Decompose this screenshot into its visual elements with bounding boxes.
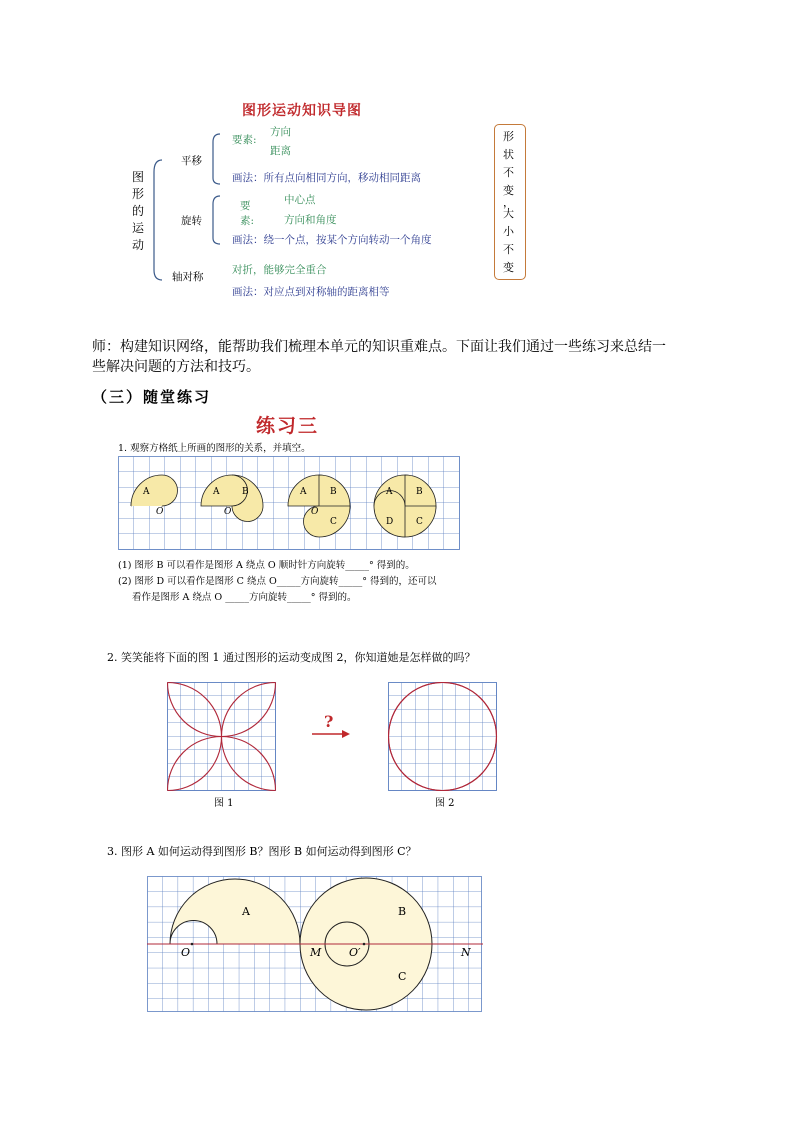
q2-fig2-caption: 图 2 [435,798,455,809]
svg-text:C: C [330,517,337,527]
root-char: 运 [132,221,145,235]
q2-question-mark: ? [324,712,334,731]
summary-char: 状 [503,148,514,161]
q2-arrow-icon [312,728,352,740]
translation-method: 画法：所有点向相同方向，移动相同距离 [232,172,421,184]
q1-line-1: (1) 图形 B 可以看作是图形 A 绕点 O 顺时针方向旋转_____° 得到的。 [118,560,415,571]
q3-label-n: N [461,946,471,959]
svg-text:O: O [156,507,164,517]
rotation-elements-label-2: 素: [240,215,255,227]
branch-translation: 平移 [181,155,202,167]
svg-text:A: A [143,487,150,497]
root-char: 的 [132,204,145,218]
teacher-text-line-1: 师：构建知识网络，能帮助我们梳理本单元的知识重难点。下面让我们通过一些练习来总结一 [92,339,666,355]
mind-map-title: 图形运动知识导图 [242,103,362,119]
summary-char: 变 [503,261,514,274]
q1-prompt: 1. 观察方格纸上所画的图形的关系，并填空。 [118,443,311,454]
translation-element-distance: 距离 [270,145,291,157]
q1-line-2: (2) 图形 D 可以看作是图形 C 绕点 O_____方向旋转_____° 得到的，还可以 [118,576,437,587]
svg-text:B: B [242,487,249,497]
translation-elements-label: 要素: [232,134,257,146]
root-char: 形 [132,187,145,201]
root-char: 图 [132,170,145,184]
q3-label-m: M [310,946,322,959]
q1-shape-4 [374,475,436,537]
q1-line-3: 看作是图形 A 绕点 O _____方向旋转_____° 得到的。 [132,592,357,603]
branch-rotation: 旋转 [181,215,202,227]
summary-char: ， [503,196,514,209]
svg-text:A: A [213,487,220,497]
q2-figure-1 [167,682,277,792]
summary-char: 大 [503,207,514,220]
branch-axial: 轴对称 [172,271,204,283]
q2-prompt: 2. 笑笑能将下面的图 1 通过图形的运动变成图 2，你知道她是怎样做的吗？ [107,651,476,664]
svg-text:O: O [311,507,319,517]
teacher-text-line-2: 些解决问题的方法和技巧。 [92,359,260,375]
rotation-elements-label-1: 要 [240,200,251,212]
q3-label-c: C [398,970,407,983]
q3-figure [147,876,483,1012]
summary-char: 不 [503,166,514,179]
q3-prompt: 3. 图形 A 如何运动得到图形 B？图形 B 如何运动得到图形 C？ [107,845,417,858]
translation-element-direction: 方向 [270,126,291,138]
svg-text:B: B [416,487,423,497]
q1-grid-figure [118,456,460,550]
svg-text:B: B [330,487,337,497]
axial-method: 画法：对应点到对称轴的距离相等 [232,286,390,298]
q3-label-o: O [181,946,191,959]
svg-text:A: A [386,487,393,497]
q3-label-a: A [242,905,250,918]
q3-label-o-prime: O′ [349,946,361,959]
rotation-center: 中心点 [284,194,316,206]
svg-text:O: O [224,507,232,517]
svg-text:D: D [386,517,394,527]
svg-text:C: C [416,517,423,527]
root-char: 动 [132,238,145,252]
summary-char: 不 [503,243,514,256]
summary-char: 小 [503,225,514,238]
summary-char: 形 [503,130,514,143]
rotation-direction: 方向和角度 [284,214,337,226]
axial-fold: 对折，能够完全重合 [232,264,327,276]
q2-figure-2 [388,682,498,792]
rotation-method: 画法：绕一个点，按某个方向转动一个角度 [232,234,432,246]
q3-label-b: B [398,905,407,918]
exercise-title: 练习三 [256,415,320,437]
section-heading: （三）随堂练习 [92,388,212,406]
svg-text:A: A [300,487,307,497]
q2-fig1-caption: 图 1 [214,798,234,809]
summary-char: 变 [503,184,514,197]
